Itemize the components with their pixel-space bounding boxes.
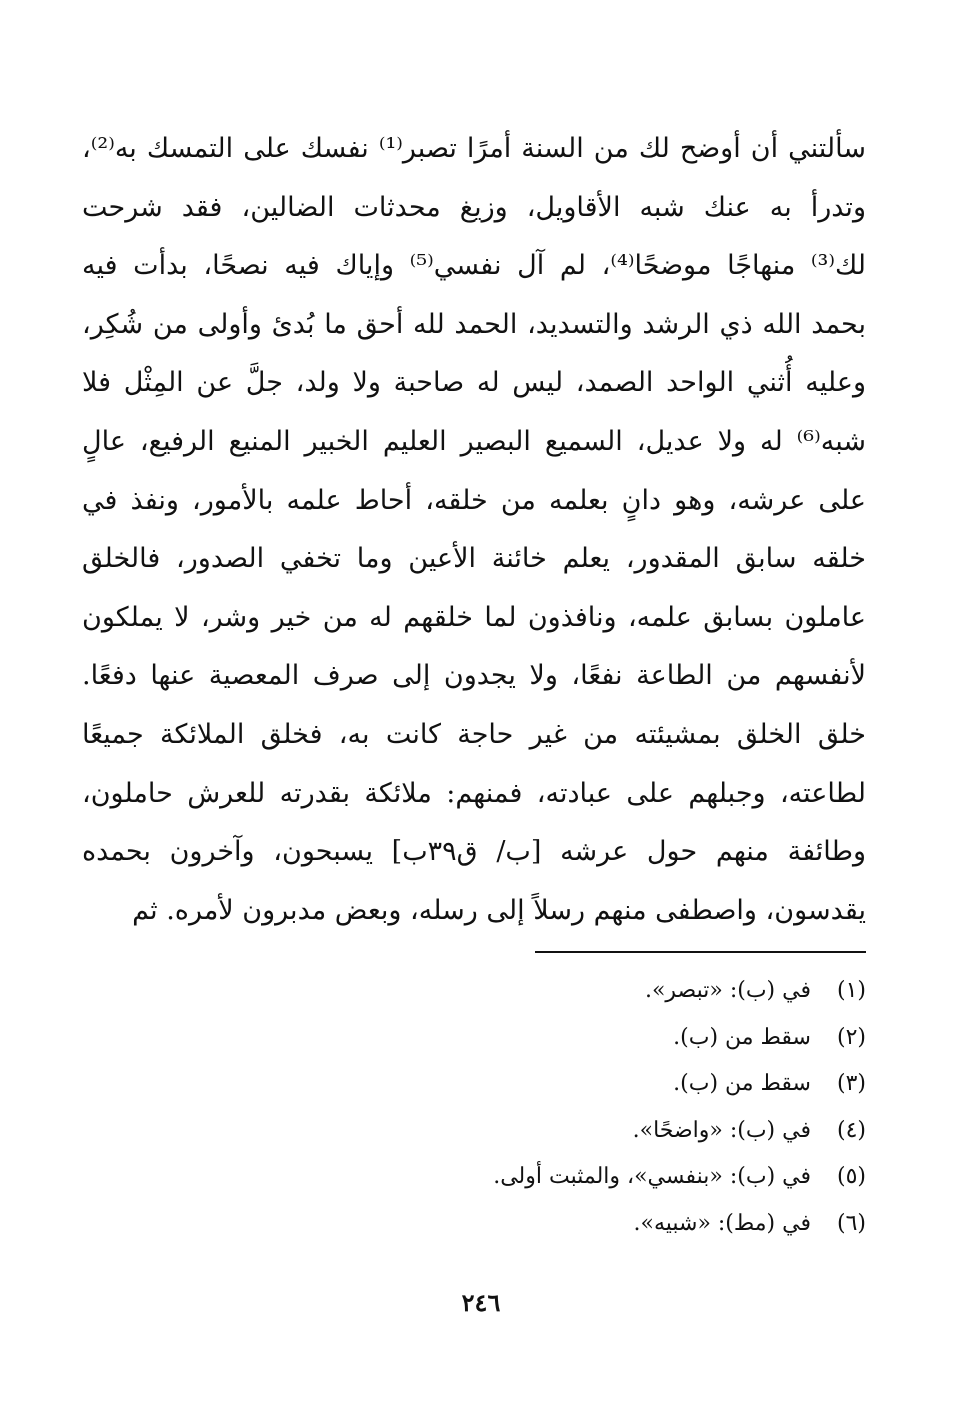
body-line-12: لطاعته، وجبلهم على عبادته، فمنهم: ملائكة بقدرته للعرش حاملون، <box>82 777 866 809</box>
footnote-1 <box>300 968 866 1015</box>
body-line-11: خلق الخلق بمشيئته من غير حاجة كانت به، فخلق الملائكة جميعًا <box>82 718 866 750</box>
footnote-separator <box>535 951 866 953</box>
footnote-6 <box>300 1201 866 1248</box>
footnote-3 <box>300 1061 866 1108</box>
footnotes-section <box>300 968 866 1247</box>
body-line-8: خلقه سابق المقدور، يعلم خائنة الأعين وما تخفي الصدور، فالخلق <box>82 543 866 575</box>
body-line-1: سألتني أن أوضح لك من السنة أمرًا تصبر⁽¹⁾ نفسك على التمسك به⁽²⁾، <box>82 133 866 164</box>
body-line-5: وعليه أُثني الواحد الصمد، ليس له صاحبة ولا ولد، جلَّ عن المِثْل فلا <box>82 367 866 399</box>
footnote-text: في (مط): «شبيه». <box>633 1210 811 1236</box>
footnote-number: (٢) <box>836 1024 866 1050</box>
footnote-number: (٥) <box>836 1164 866 1189</box>
main-text-body <box>82 120 866 940</box>
footnote-5 <box>300 1154 866 1201</box>
footnote-text: سقط من (ب). <box>673 1071 811 1096</box>
body-line-4: بحمد الله ذي الرشد والتسديد، الحمد لله أحق ما بُدئ وأولى من شُكِر، <box>82 308 866 340</box>
body-line-9: عاملون بسابق علمه، ونافذون لما خلقهم له من خير وشر، لا يملكون <box>82 601 866 633</box>
footnote-2 <box>300 1015 866 1062</box>
body-line-6: شبه⁽⁶⁾ له ولا عديل، السميع البصير العليم الخبير المنيع الرفيع، عالٍ <box>82 425 866 457</box>
footnote-text: في (ب): «واضحًا». <box>632 1117 811 1143</box>
footnote-number: (٤) <box>836 1117 866 1143</box>
page-number: ٢٤٦ <box>461 1288 501 1317</box>
body-line-2: وتدرأ به عنك شبه الأقاويل، وزيغ محدثات الضالين، فقد شرحت <box>82 191 866 223</box>
footnote-number: (١) <box>836 978 866 1003</box>
footnote-number: (٣) <box>836 1071 866 1096</box>
footnote-text: سقط من (ب). <box>673 1024 811 1050</box>
body-line-13: وطائفة منهم حول عرشه [ب/ ق٣٩ب] يسبحون، وآخرون بحمده <box>82 836 866 868</box>
footnote-4 <box>300 1108 866 1155</box>
body-line-3: لك⁽³⁾ منهاجًا موضحًا⁽⁴⁾، لم آل نفسي⁽⁵⁾ وإياك فيه نصحًا، بدأت فيه <box>82 250 866 282</box>
body-line-7: على عرشه، وهو دانٍ بعلمه من خلقه، أحاط علمه بالأمور، ونفذ في <box>82 484 866 516</box>
footnote-text: في (ب): «تبصر». <box>644 978 811 1003</box>
footnote-number: (٦) <box>836 1210 866 1236</box>
body-line-10: لأنفسهم من الطاعة نفعًا، ولا يجدون إلى صرف المعصية عنها دفعًا. <box>82 660 866 692</box>
body-line-14: يقدسون، واصطفى منهم رسلاً إلى رسله، وبعض مدبرون لأمره. ثم <box>132 894 866 926</box>
footnote-text: في (ب): «بنفسي»، والمثبت أولى. <box>493 1164 811 1189</box>
